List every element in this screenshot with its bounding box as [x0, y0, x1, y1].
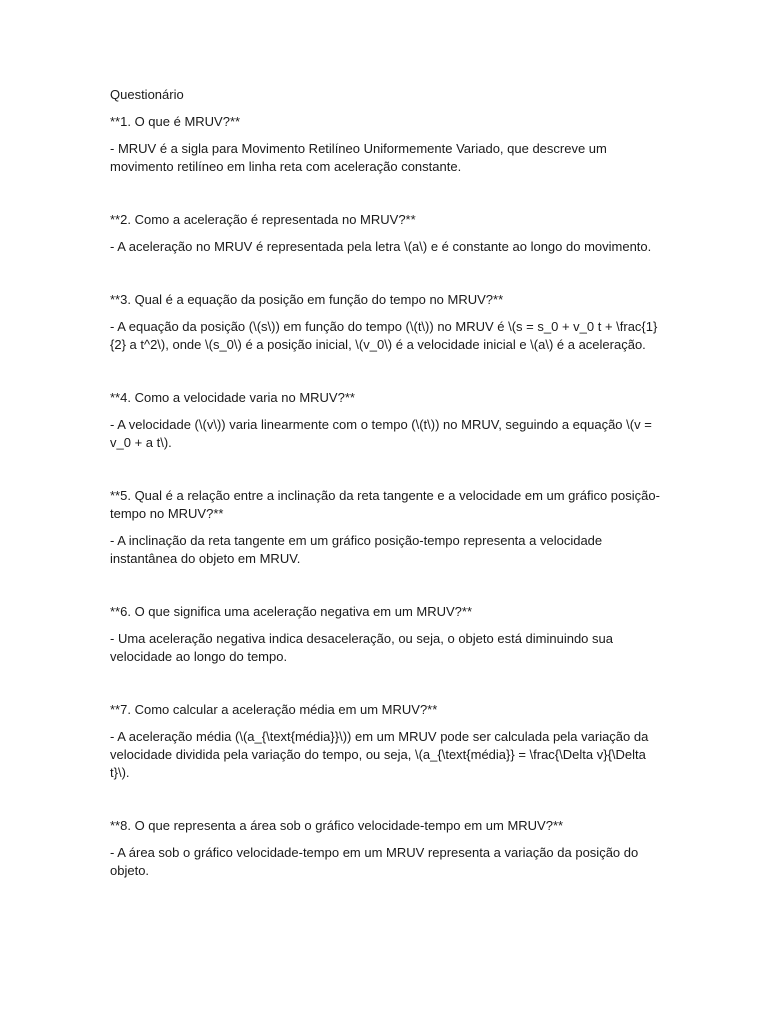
- question-1: **1. O que é MRUV?**: [110, 114, 241, 129]
- question-8: **8. O que representa a área sob o gráfico velocidade-tempo em um MRUV?**: [110, 818, 564, 833]
- question-4: **4. Como a velocidade varia no MRUV?**: [110, 390, 355, 405]
- question-3: **3. Qual é a equação da posição em função do tempo no MRUV?**: [110, 292, 504, 307]
- qa-item-6: [110, 603, 660, 666]
- question-5: **5. Qual é a relação entre a inclinação da reta tangente e a velocidade em um gráfico posição-tempo no MRUV?**: [110, 488, 660, 521]
- qa-item-5: [110, 487, 660, 568]
- qa-item-2: [110, 211, 660, 256]
- answer-6: - Uma aceleração negativa indica desaceleração, ou seja, o objeto está diminuindo sua velocidade ao longo do tempo.: [110, 631, 613, 664]
- qa-item-7: [110, 701, 660, 782]
- answer-3: - A equação da posição (\(s\)) em função do tempo (\(t\)) no MRUV é \(s = s_0 + v_0 t + \frac{1}{2} a t^2\), onde \(s_0\) é a posição inicial, \(v_0\) é a velocidade inicial e \(a\) é a aceleração.: [110, 319, 658, 352]
- question-6: **6. O que significa uma aceleração negativa em um MRUV?**: [110, 604, 473, 619]
- question-7: **7. Como calcular a aceleração média em um MRUV?**: [110, 702, 438, 717]
- answer-1: - MRUV é a sigla para Movimento Retilíneo Uniformemente Variado, que descreve um movimento retilíneo em linha reta com aceleração constante.: [110, 141, 607, 174]
- answer-2: - A aceleração no MRUV é representada pela letra \(a\) e é constante ao longo do movimento.: [110, 239, 652, 254]
- question-2: **2. Como a aceleração é representada no MRUV?**: [110, 212, 416, 227]
- qa-item-8: [110, 817, 660, 880]
- document-title: Questionário: [110, 87, 184, 102]
- qa-item-1: [110, 113, 660, 176]
- answer-5: - A inclinação da reta tangente em um gráfico posição-tempo representa a velocidade instantânea do objeto em MRUV.: [110, 533, 603, 566]
- document-page: [110, 86, 660, 915]
- answer-4: - A velocidade (\(v\)) varia linearmente com o tempo (\(t\)) no MRUV, seguindo a equação \(v = v_0 + a t\).: [110, 417, 652, 450]
- qa-item-4: [110, 389, 660, 452]
- answer-7: - A aceleração média (\(a_{\text{média}}\)) em um MRUV pode ser calculada pela variação da velocidade dividida pela variação do tempo, ou seja, \(a_{\text{média}} = \frac{\Delta v}{\Delta t}\).: [110, 729, 649, 780]
- qa-item-3: [110, 291, 660, 354]
- answer-8: - A área sob o gráfico velocidade-tempo em um MRUV representa a variação da posição do objeto.: [110, 845, 639, 878]
